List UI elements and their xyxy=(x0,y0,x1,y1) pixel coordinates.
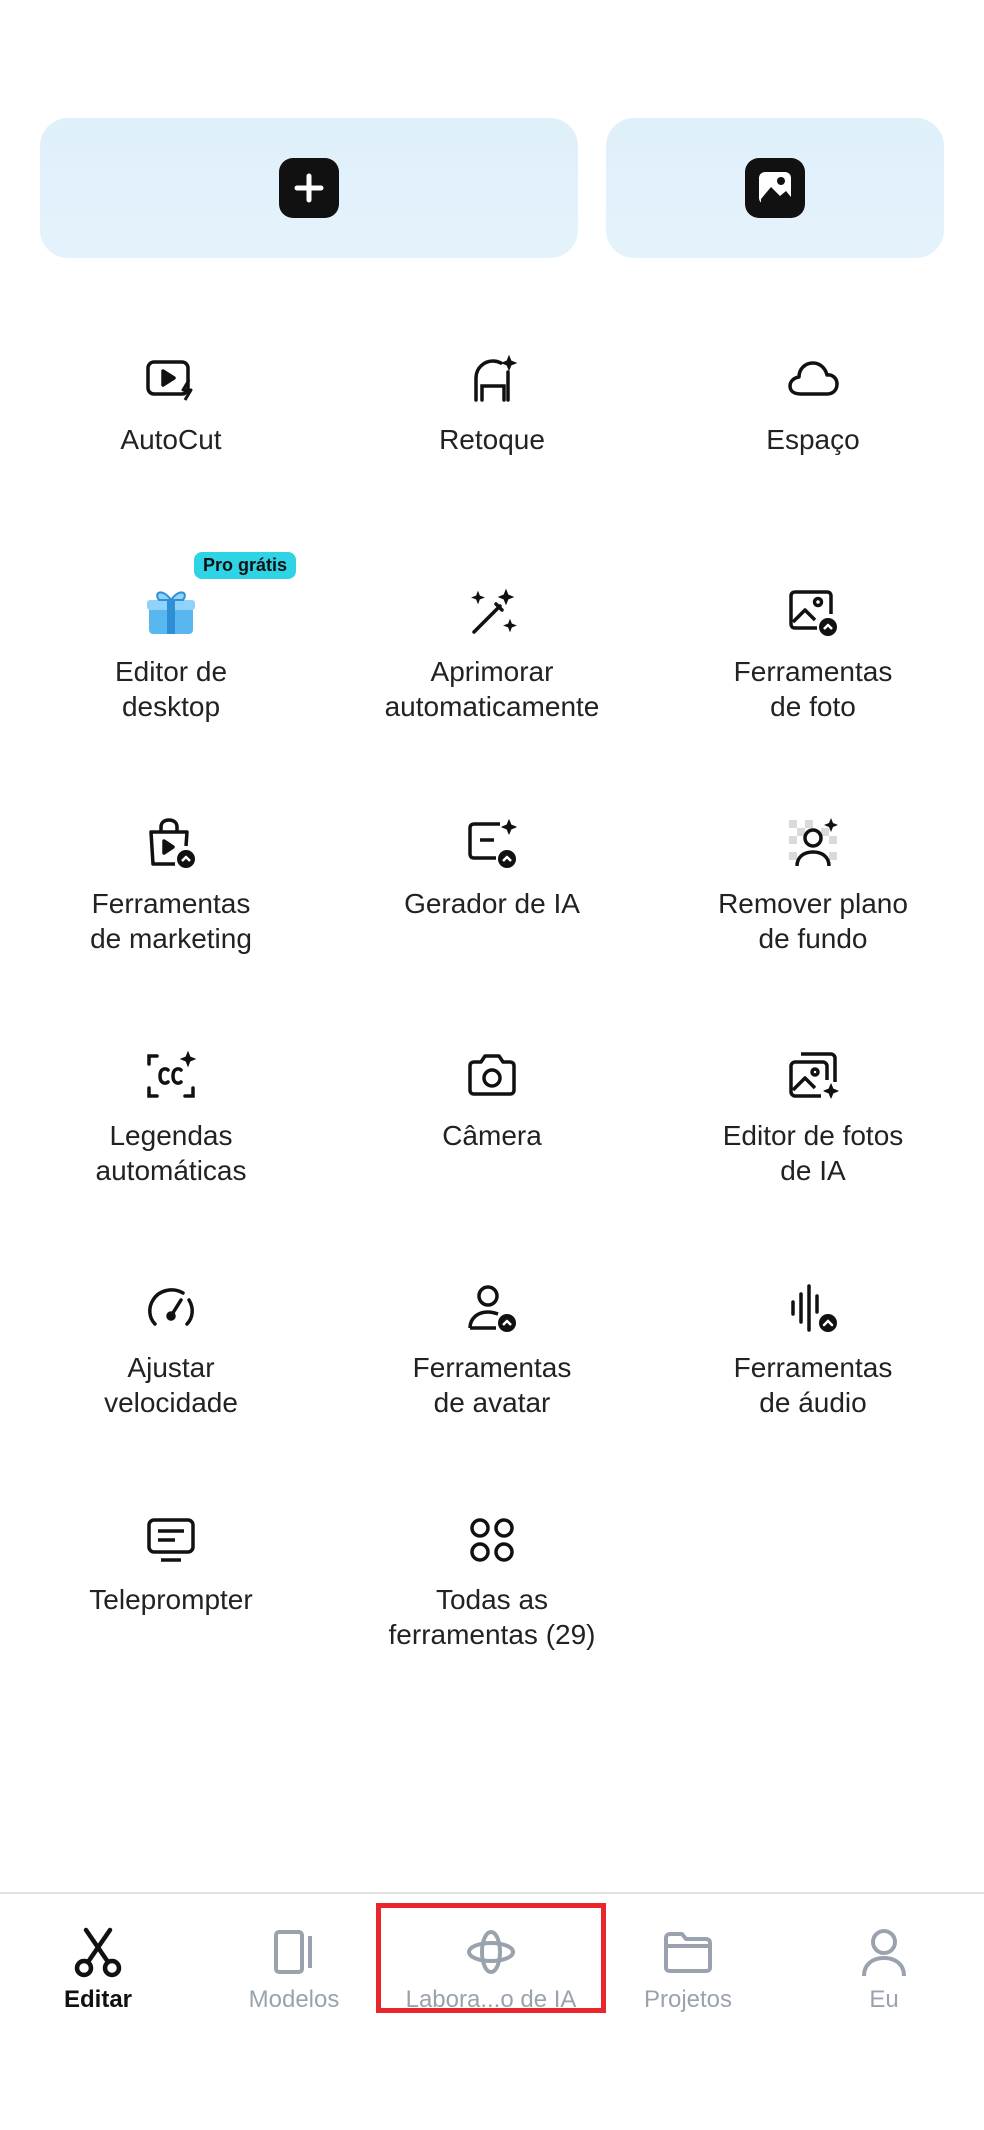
tool-label: Remover plano de fundo xyxy=(718,888,908,954)
speedometer-icon xyxy=(141,1278,201,1338)
audio-wave-icon xyxy=(783,1278,843,1338)
tool-remover-fundo[interactable] xyxy=(649,814,977,956)
tab-label: Modelos xyxy=(248,1986,340,2013)
tool-label: Ajustar velocidade xyxy=(104,1352,238,1418)
tool-label: Espaço xyxy=(766,424,860,455)
tool-label: Todas as ferramentas (29) xyxy=(388,1584,596,1650)
captions-icon xyxy=(141,1046,201,1106)
magic-wand-icon xyxy=(462,582,522,642)
templates-icon xyxy=(266,1924,322,1980)
camera-icon xyxy=(462,1046,522,1106)
tool-label: Editor de desktop xyxy=(114,656,228,722)
tool-label: AutoCut xyxy=(120,424,222,455)
highlight-box xyxy=(376,1903,606,2013)
grid-circles-icon xyxy=(462,1510,522,1570)
tab-label: Eu xyxy=(869,1986,899,2013)
tool-editor-desktop[interactable] xyxy=(7,582,335,724)
tool-label: Retoque xyxy=(439,424,545,455)
pro-free-badge: Pro grátis xyxy=(194,552,296,579)
avatar-icon xyxy=(462,1278,522,1338)
folder-icon xyxy=(660,1924,716,1980)
tool-editor-fotos-ia[interactable] xyxy=(649,1046,977,1188)
new-project-card[interactable] xyxy=(40,118,578,258)
user-icon xyxy=(856,1924,912,1980)
tool-label: Ferramentas de áudio xyxy=(733,1352,893,1418)
plus-icon xyxy=(279,158,339,218)
tab-modelos[interactable] xyxy=(196,1924,392,2014)
gift-icon xyxy=(141,582,201,642)
photo-tools-icon xyxy=(783,582,843,642)
tool-ferramentas-foto[interactable] xyxy=(649,582,977,724)
tool-label: Ferramentas de avatar xyxy=(412,1352,572,1418)
tab-projetos[interactable] xyxy=(590,1924,786,2014)
cloud-icon xyxy=(783,350,843,410)
tool-aprimorar[interactable] xyxy=(328,582,656,724)
tab-label: Editar xyxy=(63,1986,132,2013)
tool-audio[interactable] xyxy=(649,1278,977,1420)
shopping-bag-icon xyxy=(141,814,201,874)
tool-label: Câmera xyxy=(442,1120,542,1151)
tool-legendas[interactable] xyxy=(7,1046,335,1188)
tool-retoque[interactable] xyxy=(328,350,656,457)
video-play-icon xyxy=(141,350,201,410)
remove-background-icon xyxy=(783,814,843,874)
tool-todas-ferramentas[interactable] xyxy=(328,1510,656,1652)
scissors-icon xyxy=(70,1924,126,1980)
ai-photo-editor-icon xyxy=(783,1046,843,1106)
tab-eu[interactable] xyxy=(786,1924,982,2014)
tool-autocut[interactable] xyxy=(7,350,335,457)
tool-velocidade[interactable] xyxy=(7,1278,335,1420)
tab-editar[interactable] xyxy=(0,1924,196,2014)
image-icon xyxy=(745,158,805,218)
tool-camera[interactable] xyxy=(328,1046,656,1153)
tool-label: Aprimorar automaticamente xyxy=(384,656,600,722)
photo-edit-card[interactable] xyxy=(606,118,944,258)
tool-teleprompter[interactable] xyxy=(7,1510,335,1617)
tool-label: Teleprompter xyxy=(89,1584,253,1615)
tab-label: Labora...o de IA xyxy=(405,1986,577,2013)
tool-espaco[interactable] xyxy=(649,350,977,457)
tool-label: Editor de fotos de IA xyxy=(722,1120,904,1186)
tool-marketing[interactable] xyxy=(7,814,335,956)
teleprompter-icon xyxy=(141,1510,201,1570)
face-retouch-icon xyxy=(462,350,522,410)
tool-label: Legendas automáticas xyxy=(95,1120,247,1186)
tool-gerador-ia[interactable] xyxy=(328,814,656,921)
tool-label: Ferramentas de foto xyxy=(733,656,893,722)
tool-avatar[interactable] xyxy=(328,1278,656,1420)
tool-label: Gerador de IA xyxy=(404,888,580,919)
tab-label: Projetos xyxy=(643,1986,733,2013)
ai-generator-icon xyxy=(462,814,522,874)
tool-label: Ferramentas de marketing xyxy=(90,888,252,954)
